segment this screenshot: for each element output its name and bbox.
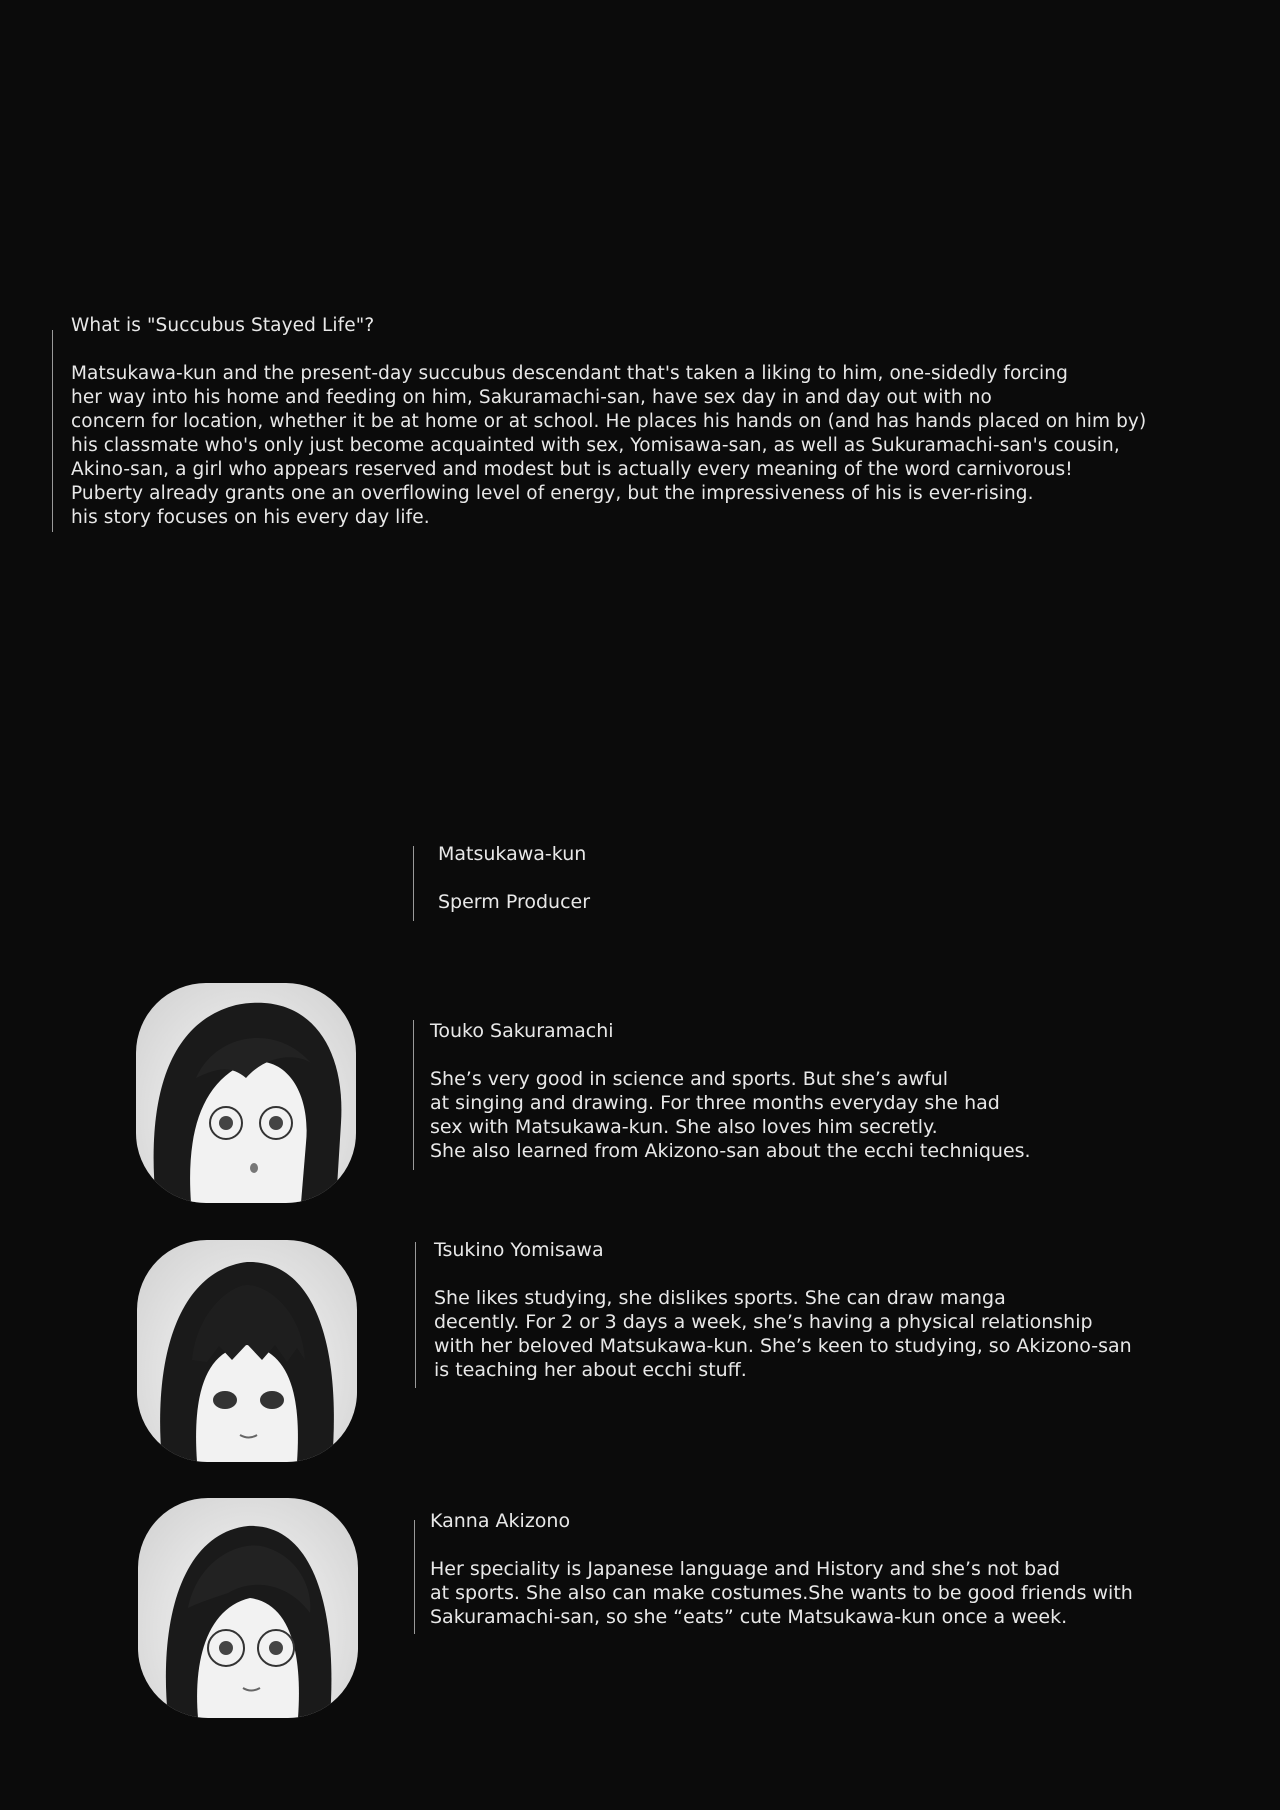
tsukino-portrait — [137, 1240, 357, 1462]
kanna-portrait — [138, 1498, 358, 1718]
intro-line: her way into his home and feeding on him, Sakuramachi-san, have sex day in and day out with no — [71, 387, 992, 408]
character-desc-line: at sports. She also can make costumes.She wants to be good friends with — [430, 1582, 1133, 1604]
intro-line: Akino-san, a girl who appears reserved and modest but is actually every meaning of the word carnivorous! — [71, 459, 1073, 480]
character-matsukawa — [438, 842, 590, 914]
character-name: Tsukino Yomisawa — [434, 1239, 604, 1261]
intro-question: What is "Succubus Stayed Life"? — [71, 315, 375, 336]
touko-divider — [413, 1020, 414, 1170]
character-desc-line: She likes studying, she dislikes sports. She can draw manga — [434, 1287, 1006, 1309]
character-desc-line: decently. For 2 or 3 days a week, she’s having a physical relationship — [434, 1311, 1093, 1333]
character-desc-line: is teaching her about ecchi stuff. — [434, 1359, 747, 1381]
tsukino-divider — [415, 1242, 416, 1388]
intro-line: his classmate who's only just become acquainted with sex, Yomisawa-san, as well as Sukuramachi-san's cousin, — [71, 435, 1120, 456]
character-desc-line: She also learned from Akizono-san about the ecchi techniques. — [430, 1140, 1031, 1162]
character-desc-line: sex with Matsukawa-kun. She also loves him secretly. — [430, 1116, 938, 1138]
character-desc-line: Sakuramachi-san, so she “eats” cute Matsukawa-kun once a week. — [430, 1606, 1068, 1628]
intro-block — [71, 314, 1271, 530]
matsukawa-divider — [413, 846, 414, 921]
character-desc-line: Sperm Producer — [438, 891, 591, 913]
character-name: Touko Sakuramachi — [430, 1020, 614, 1042]
intro-line: his story focuses on his every day life. — [71, 507, 430, 528]
character-desc-line: She’s very good in science and sports. But she’s awful — [430, 1068, 949, 1090]
character-desc-line: with her beloved Matsukawa-kun. She’s keen to studying, so Akizono-san — [434, 1335, 1132, 1357]
character-name: Kanna Akizono — [430, 1510, 571, 1532]
character-tsukino — [434, 1238, 1132, 1382]
intro-divider — [52, 330, 53, 532]
character-desc-line: Her speciality is Japanese language and History and she’s not bad — [430, 1558, 1060, 1580]
kanna-divider — [414, 1520, 415, 1634]
intro-line: Matsukawa-kun and the present-day succubus descendant that's taken a liking to him, one-sidedly forcing — [71, 363, 1068, 384]
character-desc-line: at singing and drawing. For three months everyday she had — [430, 1092, 1000, 1114]
character-touko — [430, 1019, 1031, 1163]
character-name: Matsukawa-kun — [438, 843, 587, 865]
touko-portrait — [136, 983, 356, 1203]
intro-line: concern for location, whether it be at home or at school. He places his hands on (and has hands placed on him by) — [71, 411, 1147, 432]
character-kanna — [430, 1509, 1133, 1629]
intro-line: Puberty already grants one an overflowing level of energy, but the impressiveness of his is ever-rising. — [71, 483, 1034, 504]
